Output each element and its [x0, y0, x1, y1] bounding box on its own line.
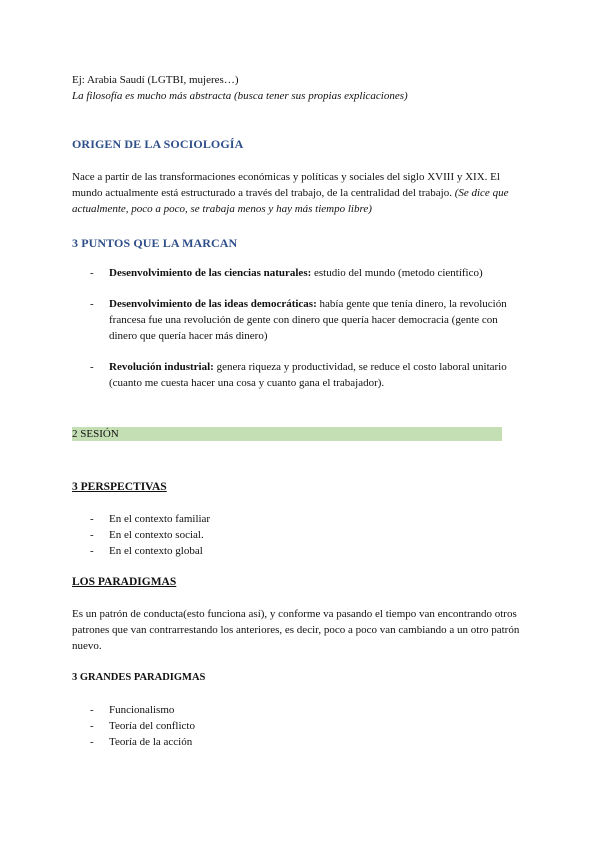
- puntos-title-wrap: [72, 235, 512, 251]
- session-label: 2 SESIÓN: [72, 428, 119, 440]
- philosophy-line: La filosofía es mucho más abstracta (busca tener sus propias explicaciones): [72, 90, 408, 102]
- punto-term: Desenvolvimiento de las ciencias naturales:: [109, 267, 312, 279]
- list-item: [72, 359, 522, 391]
- list-item: - Funcionalismo: [72, 702, 512, 718]
- origen-section: [72, 136, 512, 152]
- puntos-title: 3 PUNTOS QUE LA MARCAN: [72, 236, 238, 250]
- puntos-list: [72, 265, 522, 391]
- origen-title: ORIGEN DE LA SOCIOLOGÍA: [72, 137, 244, 151]
- origen-text: Nace a partir de las transformaciones económicas y políticas y sociales del siglo XVIII y XIX. El mundo actualmente está estructurado a través del trabajo, de la centralidad del trabajo.: [72, 171, 500, 199]
- punto-term: Revolución industrial:: [109, 361, 214, 373]
- paradigmas-title: LOS PARADIGMAS: [72, 576, 177, 588]
- punto-text: estudio del mundo (metodo científico): [311, 267, 483, 279]
- paradigmas-text: Es un patrón de conducta(esto funciona así), y conforme va pasando el tiempo van encontrando otros patrones que van contrarrestando los anteriores, es decir, poco a poco van cambiando a un otro patrón nuevo.: [72, 608, 520, 652]
- paradigmas-title-wrap: [72, 574, 512, 590]
- example-line: Ej: Arabia Saudí (LGTBI, mujeres…): [72, 74, 239, 86]
- perspectivas-title-wrap: [72, 479, 512, 495]
- paradigmas-paragraph: [72, 606, 522, 654]
- list-item: [72, 296, 522, 344]
- perspectivas-title: 3 PERSPECTIVAS: [72, 481, 167, 493]
- list-item: [72, 265, 522, 281]
- perspectivas-list-wrap: [72, 511, 512, 559]
- list-item: - En el contexto familiar: [72, 511, 512, 527]
- grandes-title-wrap: [72, 670, 512, 686]
- origen-note: (Se dice que actualmente, poco a poco, se trabaja menos y hay más tiempo libre): [72, 187, 509, 215]
- list-item: - Teoría de la acción: [72, 734, 512, 750]
- paradigmas-list: [72, 702, 512, 750]
- session-bar: [72, 427, 502, 441]
- puntos-list-wrap: [72, 265, 522, 391]
- list-item: - En el contexto global: [72, 543, 512, 559]
- origen-paragraph: [72, 169, 512, 217]
- intro-section: [72, 72, 512, 104]
- list-item: - En el contexto social.: [72, 527, 512, 543]
- punto-term: Desenvolvimiento de las ideas democráticas:: [109, 298, 317, 310]
- paradigmas-list-wrap: [72, 702, 512, 750]
- punto-text: genera riqueza y productividad, se reduce el costo laboral unitario (cuanto me cuesta hacer una cosa y cuanto gana el trabajador).: [109, 361, 507, 389]
- grandes-paradigmas-title: 3 GRANDES PARADIGMAS: [72, 672, 206, 683]
- punto-text: había gente que tenía dinero, la revolución francesa fue una revolución de gente con dinero que quería hacer democracia (gente con dinero que quería hacer más dinero): [109, 298, 507, 342]
- list-item: - Teoría del conflicto: [72, 718, 512, 734]
- perspectivas-list: [72, 511, 512, 559]
